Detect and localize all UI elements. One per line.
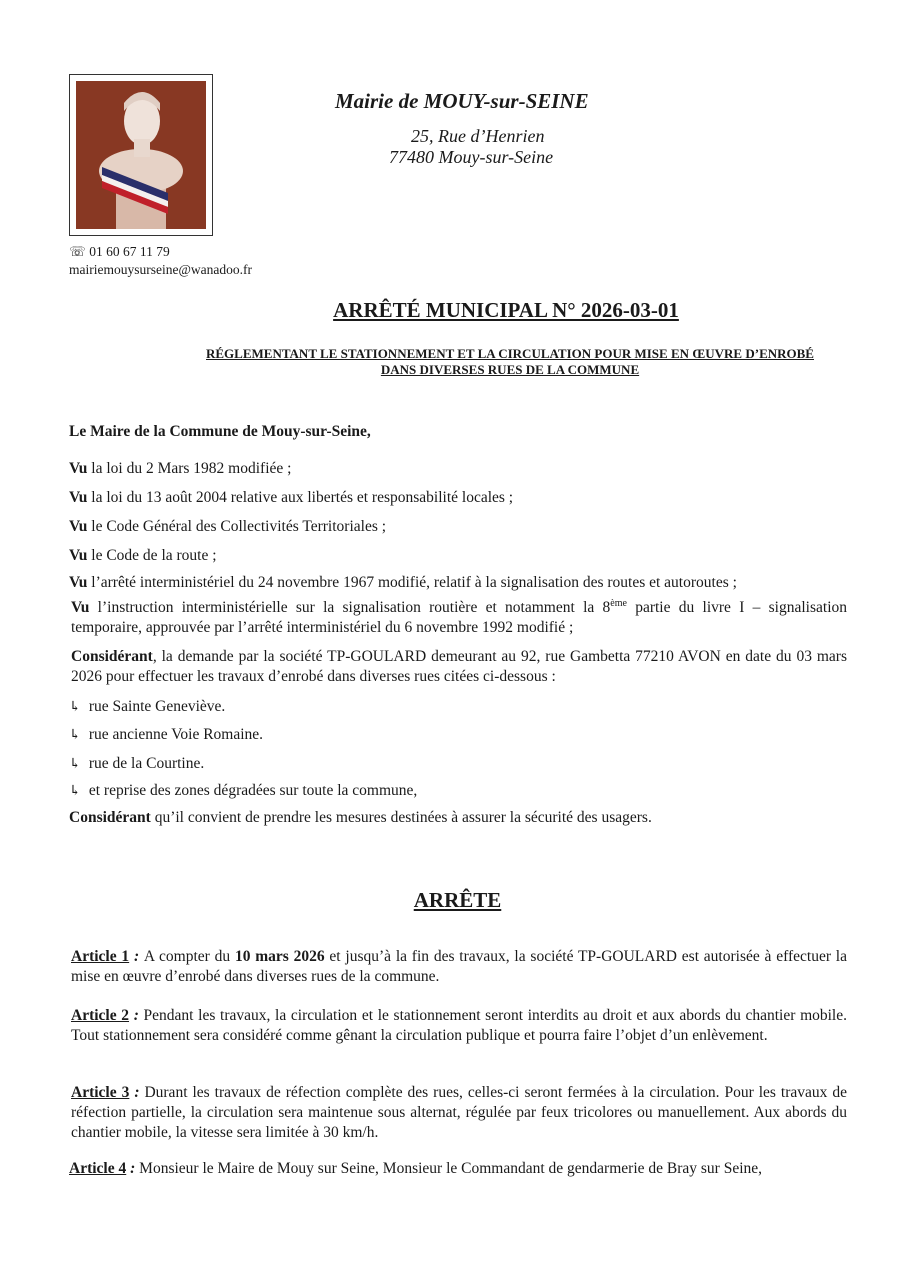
article-4: Article 4 : Monsieur le Maire de Mouy sur Seine, Monsieur le Commandant de gendarmerie de Bray sur Seine, <box>69 1160 763 1177</box>
vu-item: Vu la loi du 2 Mars 1982 modifiée ; <box>69 460 292 477</box>
phone-number: 01 60 67 11 79 <box>89 244 170 259</box>
considerant-request: Considérant, la demande par la société TP-GOULARD demeurant au 92, rue Gambetta 77210 AVON en date du 03 mars 2026 pour effectuer les travaux d’enrobé dans diverses rues citées ci-dessous : <box>71 648 847 685</box>
vu-item: Vu l’arrêté interministériel du 24 novembre 1967 modifié, relatif à la signalisation des routes et autoroutes ; <box>69 574 737 591</box>
street-item: ↳ rue de la Courtine. <box>69 755 205 772</box>
mairie-name: Mairie de MOUY-sur-SEINE <box>335 89 589 113</box>
phone-line <box>69 243 252 261</box>
address-line-1: 25, Rue d’Henrien <box>411 126 545 146</box>
vu-item-instruction: Vu l’instruction interministérielle sur la signalisation routière et notamment la 8ème partie du livre I – signalisation temporaire, approuvée par l’arrêté interministériel du 6 novembre 1992 modifié ; <box>71 597 847 636</box>
arrow-down-right-icon: ↳ <box>69 784 81 799</box>
article-1: Article 1 : A compter du 10 mars 2026 et jusqu’à la fin des travaux, la société TP-GOULARD est autorisée à effectuer la mise en œuvre d’enrobé dans diverses rues de la commune. <box>71 948 847 985</box>
street-item: ↳ et reprise des zones dégradées sur toute la commune, <box>69 782 418 799</box>
subtitle-line-2: DANS DIVERSES RUES DE LA COMMUNE <box>380 362 640 377</box>
marianne-logo <box>69 74 213 236</box>
telephone-icon: ☏ <box>69 244 86 259</box>
email-address: mairiemouysurseine@wanadoo.fr <box>69 262 253 277</box>
address-line-2: 77480 Mouy-sur-Seine <box>389 147 554 167</box>
street-item: ↳ rue Sainte Geneviève. <box>69 698 226 715</box>
vu-item: Vu le Code de la route ; <box>69 547 217 564</box>
vu-item: Vu le Code Général des Collectivités Territoriales ; <box>69 518 387 535</box>
marianne-bust-image <box>76 81 206 229</box>
considerant-security: Considérant qu’il convient de prendre les mesures destinées à assurer la sécurité des usagers. <box>69 809 652 826</box>
document-title: ARRÊTÉ MUNICIPAL N° 2026-03-01 <box>333 298 679 322</box>
article-3: Article 3 : Durant les travaux de réfection complète des rues, celles-ci seront fermées à la circulation. Pour les travaux de réfection partielle, la circulation sera maintenue sous alternat, régulée par feux tricolores ou manuellement. Aux abords du chantier mobile, la vitesse sera limitée à 30 km/h. <box>71 1084 847 1141</box>
arrete-heading: ARRÊTE <box>413 888 502 912</box>
document-subtitle <box>160 346 860 378</box>
vu-item: Vu la loi du 13 août 2004 relative aux libertés et responsabilité locales ; <box>69 489 514 506</box>
contact-block <box>69 243 252 279</box>
subtitle-line-1: RÉGLEMENTANT LE STATIONNEMENT ET LA CIRCULATION POUR MISE EN ŒUVRE D’ENROBÉ <box>206 346 814 361</box>
article-2: Article 2 : Pendant les travaux, la circulation et le stationnement seront interdits au droit et aux abords du chantier mobile. Tout stationnement sera considéré comme gênant la circulation publique et pourra faire l’objet d’un enlèvement. <box>71 1007 847 1044</box>
street-item: ↳ rue ancienne Voie Romaine. <box>69 726 264 743</box>
arrow-down-right-icon: ↳ <box>69 757 81 772</box>
intro-line: Le Maire de la Commune de Mouy-sur-Seine, <box>69 423 371 440</box>
arrow-down-right-icon: ↳ <box>69 728 81 743</box>
arrow-down-right-icon: ↳ <box>69 700 81 715</box>
